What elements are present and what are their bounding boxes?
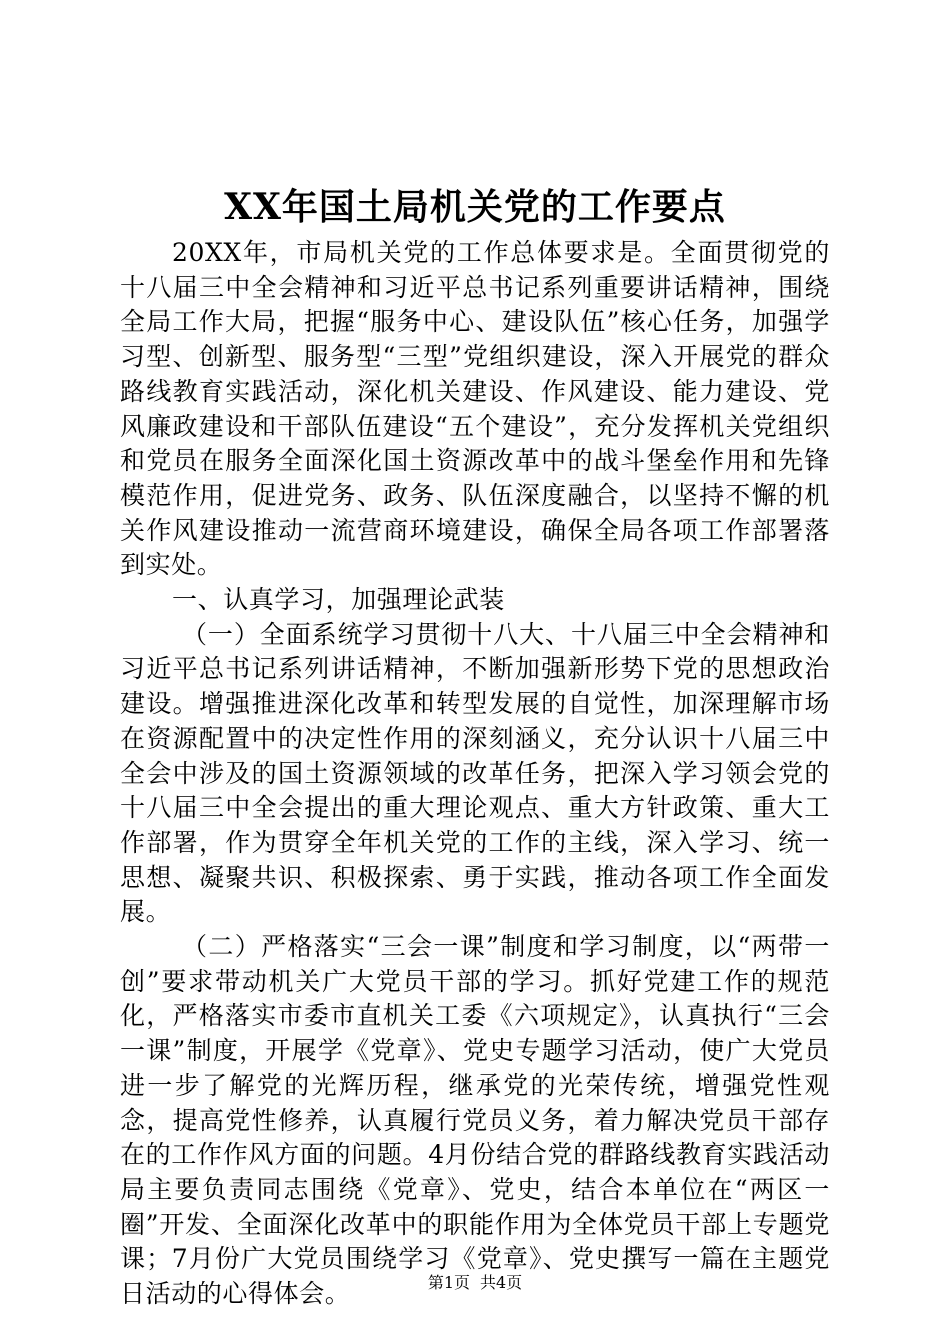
subsection-paragraph-2: （二）严格落实“三会一课”制度和学习制度，以“两带一创”要求带动机关广大党员干部的学习。抓好党建工作的规范化，严格落实市委市直机关工委《六项规定》，认真执行“三会一课”制度，开展学《党章》、党史专题学习活动，使广大党员进一步了解党的光辉历程，继承党的光荣传统，增强党性观念，提高党性修养，认真履行党员义务，着力解决党员干部存在的工作作风方面的问题。4月份结合党的群路线教育实践活动局主要负责同志围绕《党章》、党史，结合本单位在“两区一圈”开发、全面深化改革中的职能作用为全体党员干部上专题党课；7月份广大党员围绕学习《党章》、党史撰写一篇在主题党日活动的心得体会。 bbox=[120, 932, 830, 1309]
document-body bbox=[120, 236, 830, 1312]
page-footer bbox=[0, 1272, 950, 1294]
section-heading: 一、认真学习，加强理论武装 bbox=[172, 585, 505, 615]
subsection-paragraph-1: （一）全面系统学习贯彻十八大、十八届三中全会精神和习近平总书记系列讲话精神，不断加强新形势下党的思想政治建设。增强推进深化改革和转型发展的自觉性，加深理解市场在资源配置中的决定性作用的深刻涵义，充分认识十八届三中全会中涉及的国土资源领域的改革任务，把深入学习领会党的十八届三中全会提出的重大理论观点、重大方针政策、重大工作部署，作为贯穿全年机关党的工作的主线，深入学习、统一思想、凝聚共识、积极探索、勇于实践，推动各项工作全面发展。 bbox=[120, 619, 830, 927]
page-number: 第1页 bbox=[427, 1273, 470, 1292]
page-total: 共4页 bbox=[480, 1273, 523, 1292]
document-title: XX年国土局机关党的工作要点 bbox=[224, 186, 726, 228]
intro-paragraph: 20XX年，市局机关党的工作总体要求是。全面贯彻党的十八届三中全会精神和习近平总书记系列重要讲话精神，围绕全局工作大局，把握“服务中心、建设队伍”核心任务，加强学习型、创新型、服务型“三型”党组织建设，深入开展党的群众路线教育实践活动，深化机关建设、作风建设、能力建设、党风廉政建设和干部队伍建设“五个建设”，充分发挥机关党组织和党员在服务全面深化国土资源改革中的战斗堡垒作用和先锋模范作用，促进党务、政务、队伍深度融合，以坚持不懈的机关作风建设推动一流营商环境建设，确保全局各项工作部署落到实处。 bbox=[120, 238, 830, 580]
